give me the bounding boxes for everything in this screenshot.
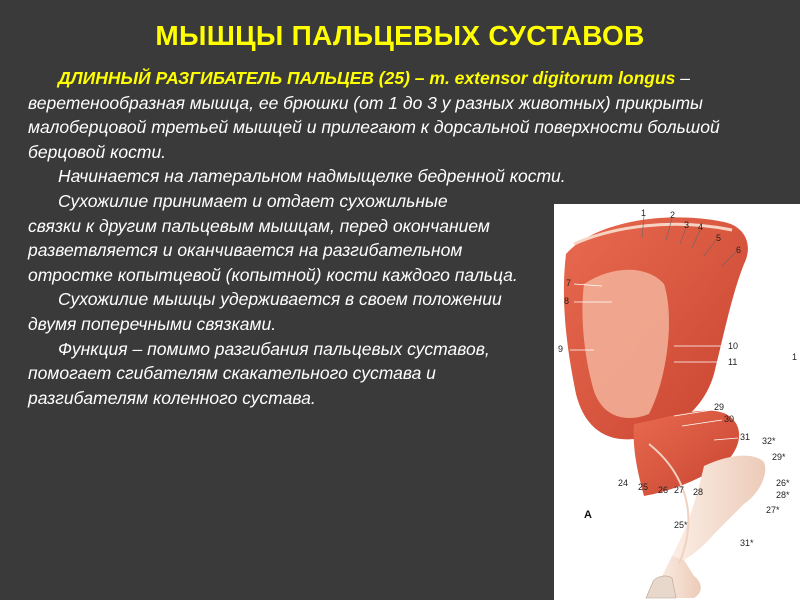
label-29-star: 29* (772, 452, 786, 462)
label-3: 3 (684, 220, 690, 230)
hoof (646, 576, 676, 598)
anatomy-figure (554, 204, 800, 600)
hindlimb-muscles-illustration (554, 204, 800, 600)
label-1: 1 (641, 208, 647, 218)
paragraph-1 (28, 66, 768, 164)
label-26: 26 (658, 485, 669, 495)
label-5: 5 (716, 233, 722, 243)
paragraph-1-text: – веретенообразная мышца, ее брюшки (от 1 до 3 у разных животных) прикрыты малоберцовой третьей мышцей и прилегают к дорсальной поверхности большой берцовой кости. (28, 68, 720, 162)
label-6: 6 (736, 245, 742, 255)
label-8: 8 (564, 296, 570, 306)
label-edge-1: 1 (792, 352, 798, 362)
paragraph-5: Функция – помимо разгибания пальцевых суставов, помогает сгибателям скакательного сустава и разгибателям коленного сустава. (28, 338, 490, 408)
label-32-star: 32* (762, 436, 776, 446)
paragraph-2: Начинается на латеральном надмыщелке бедренной кости. (58, 166, 566, 187)
paragraph-3-first-line: Сухожилие принимает и отдает сухожильные (58, 190, 448, 211)
label-7: 7 (566, 278, 572, 288)
label-25-star: 25* (674, 520, 688, 530)
label-27-star: 27* (766, 505, 780, 515)
panel-letter-a: А (584, 509, 592, 521)
paragraph-3-rest: связки к другим пальцевым мышцам, перед окончанием разветвляется и оканчивается на разгибательном отростке копытцевой (копытной) кости каждого пальца. (28, 215, 518, 285)
label-25: 25 (638, 482, 649, 492)
label-28-star: 28* (776, 490, 790, 500)
label-31-star: 31* (740, 538, 754, 548)
slide-title: МЫШЦЫ ПАЛЬЦЕВЫХ СУСТАВОВ (155, 20, 645, 51)
label-30: 30 (724, 414, 735, 424)
label-10: 10 (728, 341, 739, 351)
paragraph-1-heading: ДЛИННЫЙ РАЗГИБАТЕЛЬ ПАЛЬЦЕВ (25) – m. extensor digitorum longus (58, 68, 676, 88)
label-4: 4 (698, 222, 704, 232)
label-29: 29 (714, 402, 725, 412)
paragraph-4: Сухожилие мышцы удерживается в своем положении двумя поперечными связками. (28, 289, 502, 334)
label-31: 31 (740, 432, 751, 442)
label-11: 11 (728, 357, 738, 367)
label-2: 2 (670, 210, 676, 220)
label-27: 27 (674, 485, 685, 495)
label-24: 24 (618, 478, 629, 488)
label-9: 9 (558, 344, 564, 354)
label-26-star: 26* (776, 478, 790, 488)
label-28: 28 (693, 487, 704, 497)
